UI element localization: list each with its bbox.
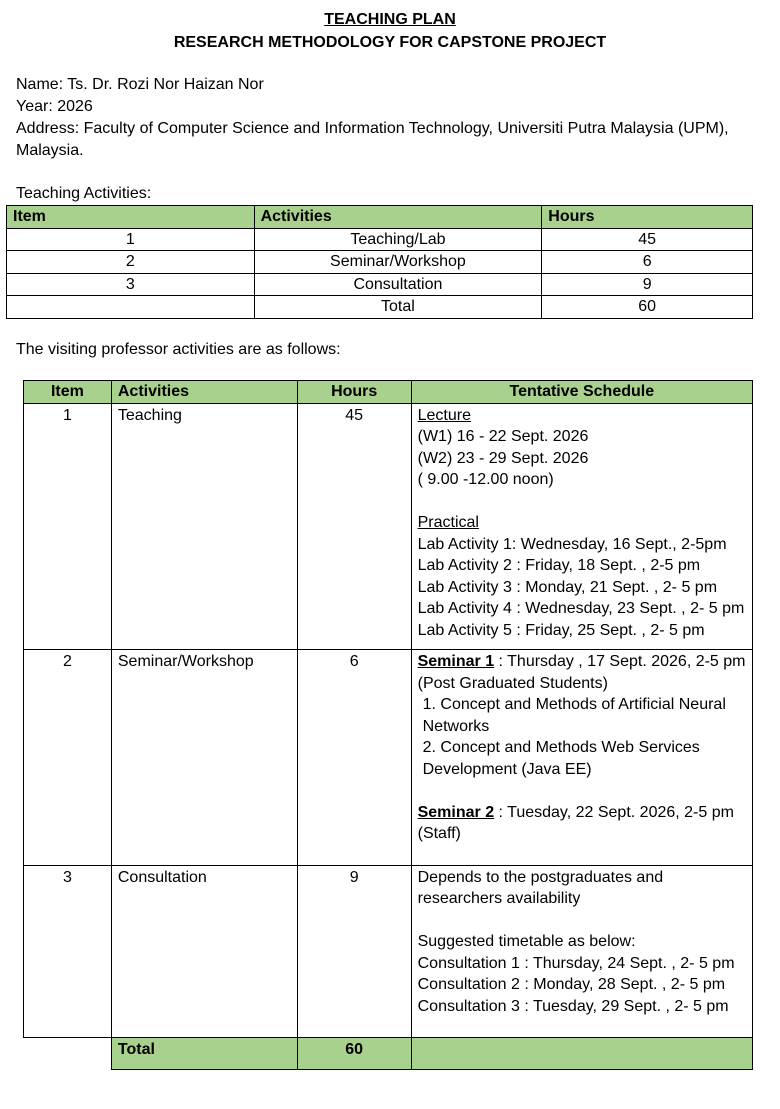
hours-cell: 6 bbox=[297, 650, 411, 866]
lecture-line: (W2) 23 - 29 Sept. 2026 bbox=[417, 449, 589, 467]
schedule-cell bbox=[411, 865, 752, 1038]
practical-heading: Practical bbox=[417, 514, 479, 531]
header-hours: Hours bbox=[542, 206, 753, 229]
seminar-2 bbox=[418, 802, 746, 845]
activity-cell: Consultation bbox=[254, 273, 542, 296]
hours-cell: 45 bbox=[542, 228, 753, 251]
item-cell: 1 bbox=[24, 403, 112, 650]
header-hours: Hours bbox=[297, 381, 411, 404]
teaching-activities-label: Teaching Activities: bbox=[16, 185, 152, 202]
table-header-row bbox=[7, 206, 753, 229]
name-line: Name: Ts. Dr. Rozi Nor Haizan Nor bbox=[16, 76, 264, 93]
seminar-2-text: : Tuesday, 22 Sept. 2026, 2-5 pm (Staff) bbox=[417, 803, 734, 842]
schedule-cell bbox=[411, 403, 752, 650]
total-row bbox=[7, 296, 753, 319]
lecture-heading: Lecture bbox=[417, 406, 471, 424]
seminar-1-label: Seminar 1 bbox=[417, 653, 495, 670]
item-cell: 1 bbox=[7, 228, 255, 251]
year-line: Year: 2026 bbox=[16, 98, 93, 115]
teaching-activities-table bbox=[6, 205, 753, 319]
activity-cell: Seminar/Workshop bbox=[254, 251, 542, 274]
timetable-line: Consultation 2 : Monday, 28 Sept. , 2- 5 pm bbox=[417, 976, 726, 993]
visiting-activities-label: The visiting professor activities are as follows: bbox=[16, 341, 341, 358]
header-activities: Activities bbox=[111, 381, 297, 404]
seminar-1-text: : Thursday , 17 Sept. 2026, 2-5 pm (Post Graduated Students) bbox=[417, 653, 746, 692]
seminar-topic: 1. Concept and Methods of Artificial Neural Networks bbox=[422, 696, 726, 735]
seminar-1 bbox=[418, 651, 746, 694]
activity-cell: Consultation bbox=[111, 865, 297, 1038]
item-cell: 3 bbox=[24, 865, 112, 1038]
timetable-line: Consultation 3 : Tuesday, 29 Sept. , 2- 5 pm bbox=[417, 997, 729, 1015]
address-line-1: Address: Faculty of Computer Science and Information Technology, Universiti Putra Malaysia (UPM), bbox=[16, 120, 729, 137]
total-hours: 60 bbox=[542, 296, 753, 319]
activity-cell: Teaching/Lab bbox=[254, 228, 542, 251]
item-cell: 2 bbox=[7, 251, 255, 274]
item-cell: 2 bbox=[24, 650, 112, 866]
timetable-heading: Suggested timetable as below: bbox=[417, 933, 636, 950]
timetable-line: Consultation 1 : Thursday, 24 Sept. , 2- 5 pm bbox=[417, 954, 735, 972]
total-row bbox=[24, 1038, 753, 1070]
table-row bbox=[7, 251, 753, 274]
table-header-row bbox=[24, 381, 753, 404]
header-schedule: Tentative Schedule bbox=[411, 381, 752, 404]
table-row bbox=[24, 650, 753, 866]
hours-cell: 6 bbox=[542, 251, 753, 274]
total-label: Total bbox=[254, 296, 542, 319]
document-title: TEACHING PLAN bbox=[324, 11, 456, 28]
empty-cell bbox=[7, 296, 255, 319]
table-row bbox=[7, 273, 753, 296]
header-item: Item bbox=[7, 206, 255, 229]
hours-cell: 45 bbox=[297, 403, 411, 650]
item-cell: 3 bbox=[7, 273, 255, 296]
lecture-line: ( 9.00 -12.00 noon) bbox=[417, 471, 554, 488]
empty-cell bbox=[24, 1038, 112, 1070]
table-row bbox=[24, 865, 753, 1038]
practical-line: Lab Activity 1: Wednesday, 16 Sept., 2-5pm bbox=[417, 535, 727, 553]
address-line-2: Malaysia. bbox=[16, 142, 84, 159]
table-row bbox=[7, 228, 753, 251]
practical-line: Lab Activity 3 : Monday, 21 Sept. , 2- 5 pm bbox=[417, 578, 718, 596]
total-hours: 60 bbox=[297, 1038, 411, 1070]
schedule-cell bbox=[411, 650, 752, 866]
practical-line: Lab Activity 5 : Friday, 25 Sept. , 2- 5 pm bbox=[417, 621, 705, 639]
hours-cell: 9 bbox=[542, 273, 753, 296]
hours-cell: 9 bbox=[297, 865, 411, 1038]
document-subtitle: RESEARCH METHODOLOGY FOR CAPSTONE PROJECT bbox=[173, 34, 607, 51]
total-label: Total bbox=[111, 1038, 297, 1070]
table-row bbox=[24, 403, 753, 650]
consultation-note: Depends to the postgraduates and researchers availability bbox=[417, 868, 664, 907]
seminar-2-label: Seminar 2 bbox=[417, 803, 495, 821]
practical-line: Lab Activity 4 : Wednesday, 23 Sept. , 2- 5 pm bbox=[417, 600, 745, 617]
empty-cell bbox=[411, 1038, 752, 1070]
header-item: Item bbox=[24, 381, 112, 404]
practical-line: Lab Activity 2 : Friday, 18 Sept. , 2-5 pm bbox=[417, 557, 701, 574]
lecture-line: (W1) 16 - 22 Sept. 2026 bbox=[417, 428, 589, 445]
visiting-activities-table bbox=[23, 380, 753, 1070]
activity-cell: Seminar/Workshop bbox=[111, 650, 297, 866]
activity-cell: Teaching bbox=[111, 403, 297, 650]
header-activities: Activities bbox=[254, 206, 542, 229]
seminar-topic: 2. Concept and Methods Web Services Development (Java EE) bbox=[422, 739, 700, 778]
